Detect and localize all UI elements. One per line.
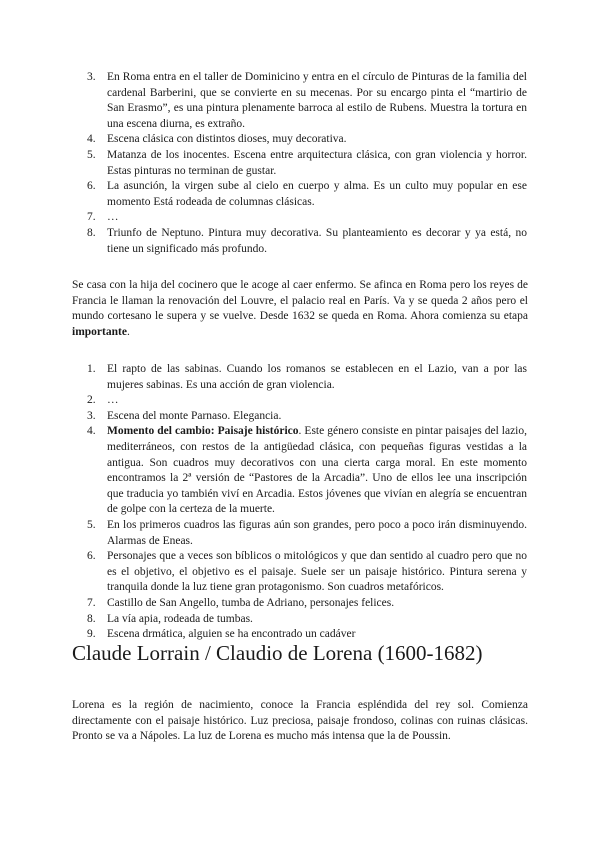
list-item xyxy=(87,409,527,425)
list-item-number: 8. xyxy=(87,226,96,239)
list-item-text: La asunción, la virgen sube al cielo en cuerpo y alma. Es un culto muy popular en ese momento Está rodeada de columnas clásicas. xyxy=(107,180,527,208)
list-item-text: Escena drmática, alguien se ha encontrado un cadáver xyxy=(107,628,356,641)
list-item xyxy=(87,518,527,549)
list-item-number: 6. xyxy=(87,550,96,563)
paragraph-text: Se casa con la hija del cocinero que le acoge al caer enfermo. Se afinca en Roma pero los reyes de Francia le llaman la renovación del Louvre, el palacio real en París. Va y se queda 2 años pero el mundo cortesano le supera y se vuelve. Desde 1632 se queda en Roma. Ahora comienza su etapa xyxy=(72,279,528,323)
list-item-number: 5. xyxy=(87,518,96,531)
list-item-bold: Momento del cambio: Paisaje histórico xyxy=(107,425,299,438)
works-list-mature xyxy=(87,362,527,643)
list-item-text: En Roma entra en el taller de Dominicino y entra en el círculo de Pinturas de la familia del cardenal Barberini, que se convierte en su mecenas. Por su encargo pinta el “martirio de San Erasmo”, es una pintura plenamente barroca al estilo de Rubens. Muestra la tortura en una escena diurna, es extraño. xyxy=(107,71,527,130)
list-item xyxy=(87,70,527,132)
list-item xyxy=(87,148,527,179)
list-item xyxy=(87,596,527,612)
list-item-number: 4. xyxy=(87,133,96,146)
list-item-number: 4. xyxy=(87,425,96,438)
list-item-text: El rapto de las sabinas. Cuando los romanos se establecen en el Lazio, van a por las mujeres sabinas. Es una acción de gran violencia. xyxy=(107,363,527,391)
biography-paragraph xyxy=(72,278,528,340)
emphasis-text: importante xyxy=(72,325,127,338)
list-item xyxy=(87,424,527,518)
works-list-early xyxy=(87,70,527,257)
list-item xyxy=(87,612,527,628)
list-item-number: 2. xyxy=(87,394,96,407)
paragraph-text-end: . xyxy=(126,325,130,338)
list-item-text: Escena clásica con distintos dioses, muy decorativa. xyxy=(107,133,347,146)
list-item-number: 7. xyxy=(87,211,96,224)
list-item xyxy=(87,226,527,257)
list-item xyxy=(87,179,527,210)
list-item-text: Personajes que a veces son bíblicos o mitológicos y que dan sentido al cuadro pero que no es el objetivo, el objetivo es el paisaje. Suele ser un paisaje histórico. Pintura serena y tranquila donde la luz tiene gran protagonismo. Son cuadros metafóricos. xyxy=(107,550,527,594)
list-item-number: 1. xyxy=(87,363,96,375)
list-item-text: Escena del monte Parnaso. Elegancia. xyxy=(107,409,282,422)
list-item-number: 9. xyxy=(87,628,96,641)
list-item-number: 8. xyxy=(87,612,96,625)
list-item-number: 3. xyxy=(87,71,96,83)
list-item-text: … xyxy=(107,211,119,224)
list-item-text: … xyxy=(107,394,119,407)
list-item xyxy=(87,210,527,226)
list-item-number: 5. xyxy=(87,148,96,161)
list-item xyxy=(87,549,527,596)
list-item-text: Castillo de San Angello, tumba de Adriano, personajes felices. xyxy=(107,596,395,609)
list-item-number: 6. xyxy=(87,180,96,193)
list-item-number: 3. xyxy=(87,409,96,422)
list-item-text: Triunfo de Neptuno. Pintura muy decorativa. Su planteamiento es decorar y ya está, no tiene un significado más profundo. xyxy=(107,226,527,255)
list-item-text: Matanza de los inocentes. Escena entre arquitectura clásica, con gran violencia y horror. Estas pinturas no terminan de gustar. xyxy=(107,148,527,177)
list-item-text: En los primeros cuadros las figuras aún son grandes, pero poco a poco irán disminuyendo. Alarmas de Eneas. xyxy=(107,518,527,547)
list-item xyxy=(87,132,527,148)
list-item xyxy=(87,362,527,393)
section-heading: Claude Lorrain / Claudio de Lorena (1600-1682) xyxy=(72,641,483,665)
list-item-text: La vía apia, rodeada de tumbas. xyxy=(107,612,253,625)
list-item xyxy=(87,393,527,409)
lorrain-paragraph: Lorena es la región de nacimiento, conoce la Francia espléndida del rey sol. Comienza directamente con el paisaje histórico. Luz preciosa, paisaje frondoso, colinas con ruinas clásicas. Pronto se va a Nápoles. La luz de Lorena es mucho más intensa que la de Poussin. xyxy=(72,699,528,743)
list-item-text: . Este género consiste en pintar paisajes del lazio, mediterráneos, con restos de la antigüedad clásica, con pequeñas figuras vestidas a la antigua. Son cuadros muy decorativos con una cierta carga moral. En este momento encontramos la 2ª versión de “Pastores de la Arcadia”. Uno de ellos lee una inscripción que traducia yo también viví en Arcadia. Estos jóvenes que vivían en alegría se encuentran de golpe con la certeza de la muerte. xyxy=(107,425,527,516)
list-item-number: 7. xyxy=(87,596,96,609)
